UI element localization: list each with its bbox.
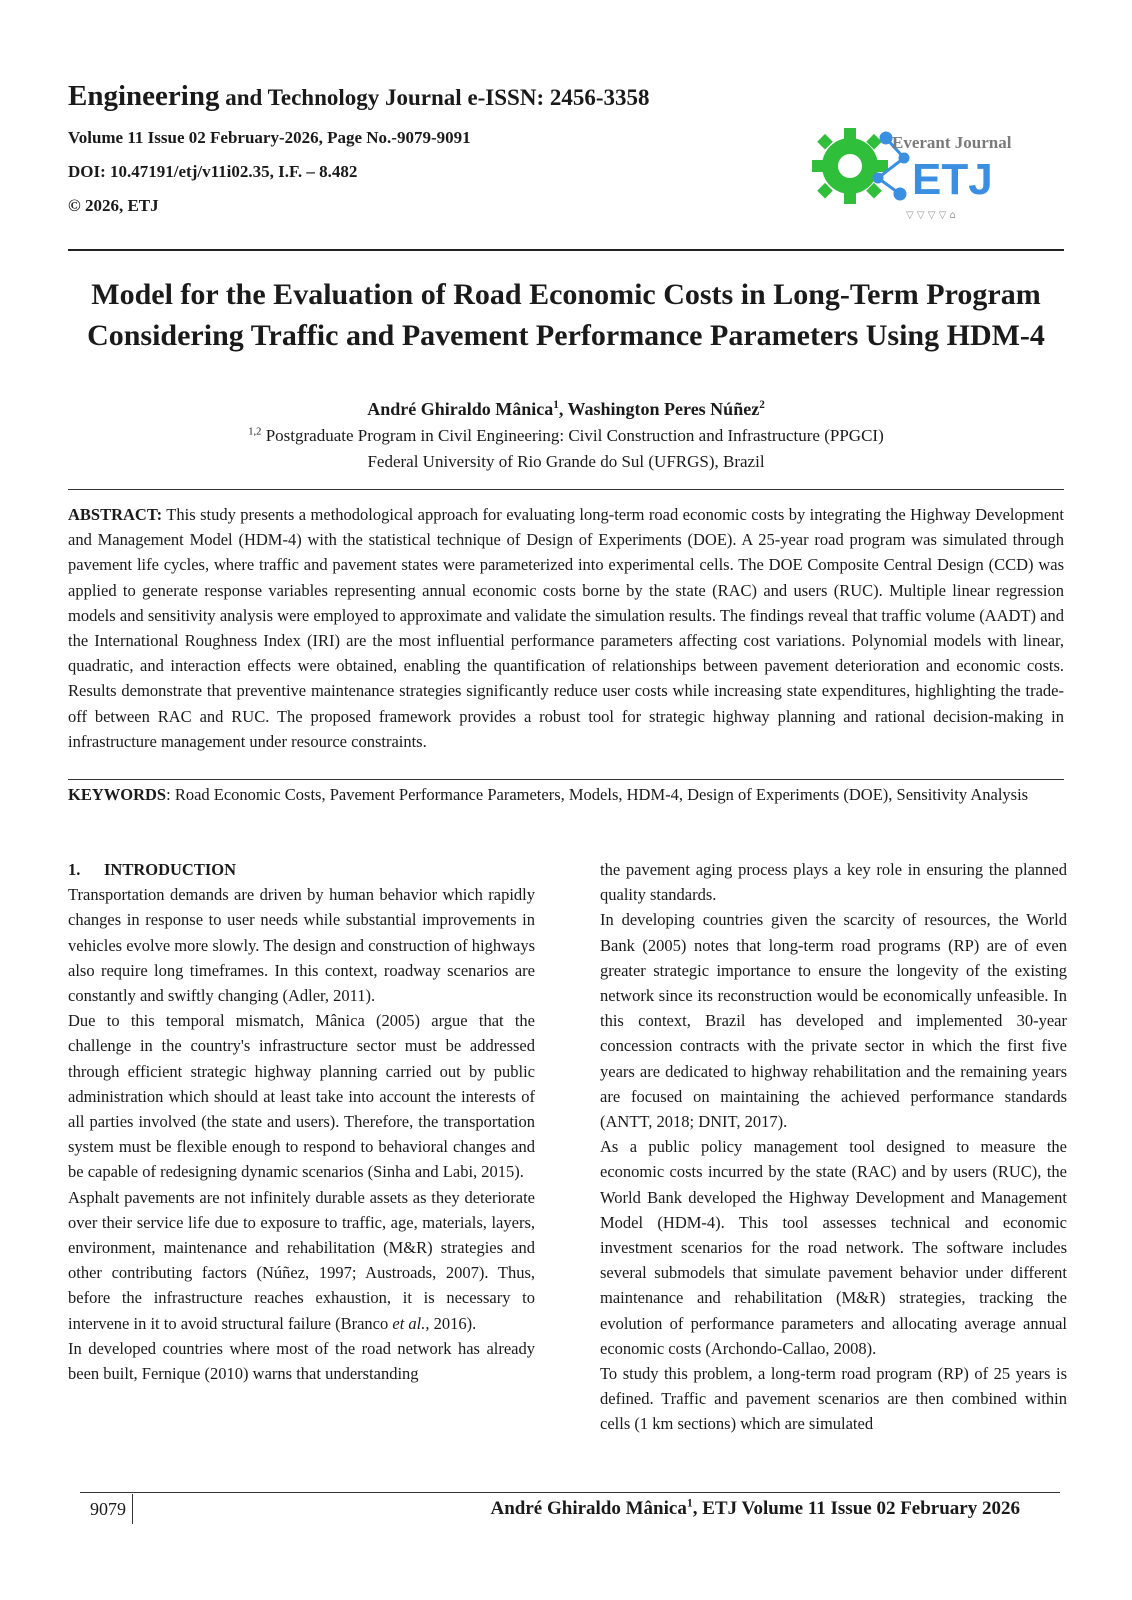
running-footer [491,1495,1021,1523]
journal-name-rest: and Technology Journal e-ISSN: 2456-3358 [219,85,650,110]
abstract-block [68,502,1064,754]
author-2-name: Washington Peres Núñez [567,399,760,419]
affiliation-program: Postgraduate Program in Civil Engineering: Civil Construction and Infrastructure (PPGCI) [261,426,884,445]
intro-paragraph-3-italic: et al., [392,1313,430,1333]
author-separator: , [558,399,568,419]
footer-author: André Ghiraldo Mânica [490,1498,687,1519]
intro-paragraph-2: Due to this temporal mismatch, Mânica (2005) argue that the challenge in the country's infrastructure sector must be addressed through efficient strategic highway planning carried out by public administration which should at least take into account the interests of all parties involved (the state and users). Therefore, the transportation system must be flexible enough to respond to behavioral changes and be capable of redesigning dynamic scenarios (Sinha and Labi, 2015). [68,1011,535,1182]
footer-author-mark: 1 [686,1496,693,1510]
section-title: INTRODUCTION [104,860,237,879]
intro-paragraph-3-text: Asphalt pavements are not infinitely durable assets as they deteriorate over their service life due to exposure to traffic, age, materials, layers, environment, maintenance and rehabilitation (M&R) strategies and other contributing factors (Núñez, 1997; Austroads, 2007). Thus, before the infrastructure reaches exhaustion, it is necessary to intervene in it to avoid structural failure (Branco [68,1187,535,1333]
intro-paragraph-3 [68,1185,535,1336]
abstract-label: ABSTRACT: [68,505,163,524]
journal-header [68,80,768,216]
abstract-top-divider [68,489,1064,490]
paper-title-line-1: Model for the Evaluation of Road Economic Costs in Long-Term Program [91,278,1041,311]
paper-title-line-2: Considering Traffic and Pavement Performance Parameters Using HDM-4 [87,319,1045,352]
logo-journal-text: Everant Journal [892,133,1012,152]
keywords-label: KEYWORDS [68,785,167,804]
affiliation-mark: 1,2 [248,426,262,438]
doi-line: DOI: 10.47191/etj/v11i02.35, I.F. – 8.482 [68,162,358,181]
author-list [40,397,1092,421]
intro-paragraph-4-continued: the pavement aging process plays a key role in ensuring the planned quality standards. [600,860,1067,905]
footer-divider [80,1492,1060,1493]
logo-etj-text: ETJ [912,155,993,204]
journal-logo [808,118,1018,226]
body-column-right [600,857,1067,1437]
affiliation-line-1 [40,424,1092,448]
abstract-text: This study presents a methodological approach for evaluating long-term road economic costs by integrating the Highway Development and Management Model (HDM-4) with the statistical technique of Design of Experiments (DOE). A 25-year road program was simulated through pavement life cycles, where traffic and pavement states were parameterized into experimental cells. The DOE Composite Central Design (CCD) was applied to generate response variables representing annual economic costs borne by the state (RAC) and users (RUC). Multiple linear regression models and sensitivity analysis were employed to approximate and validate the simulation results. The findings reveal that traffic volume (AADT) and the International Roughness Index (IRI) are the most influential performance parameters affecting cost variations. Polynomial models with linear, quadratic, and interaction effects were obtained, enabling the quantification of relationships between pavement deterioration and economic costs. Results demonstrate that preventive maintenance strategies significantly reduce user costs while increasing state expenditures, highlighting the trade-off between RAC and RUC. The proposed framework provides a robust tool for strategic highway planning and rational decision-making in infrastructure management under resource constraints. [68,505,1064,751]
intro-paragraph-1: Transportation demands are driven by human behavior which rapidly changes in response to user needs while substantial improvements in vehicles evolve more slowly. The design and construction of highways also require long timeframes. In this context, roadway scenarios are constantly and swiftly changing (Adler, 2011). [68,885,535,1006]
author-1-affil-mark: 1 [553,399,559,411]
footer-journal-ref: , ETJ Volume 11 Issue 02 February 2026 [692,1498,1020,1519]
author-1-name: André Ghiraldo Mânica [367,399,554,419]
section-number: 1. [68,860,81,879]
keywords-block [68,782,1064,807]
intro-paragraph-6: As a public policy management tool designed to measure the economic costs incurred by the state (RAC) and by users (RUC), the World Bank developed the Highway Development and Management Model (HDM-4). This tool assesses technical and economic investment scenarios for the road network. The software includes several submodels that simulate pavement behavior under different maintenance and rehabilitation (M&R) strategies, tracking the evolution of performance parameters and allocating average annual economic costs (Archondo-Callao, 2008). [600,1137,1067,1358]
intro-paragraph-3-end: 2016). [429,1313,477,1333]
keywords-divider [68,779,1064,780]
keywords-text: : Road Economic Costs, Pavement Performance Parameters, Models, HDM-4, Design of Experiments (DOE), Sensitivity Analysis [166,785,1029,804]
intro-paragraph-4: In developed countries where most of the road network has already been built, Fernique (2010) warns that understanding [68,1338,535,1384]
author-2-affil-mark: 2 [759,399,765,411]
journal-name-lead: Engineering [68,80,220,112]
header-divider [68,249,1064,251]
section-heading-introduction [68,857,535,882]
affiliation-line-2: Federal University of Rio Grande do Sul (UFRGS), Brazil [367,452,765,471]
volume-line: Volume 11 Issue 02 February-2026, Page No.-9079-9091 [68,128,471,147]
page-number: 9079 [90,1494,133,1524]
intro-paragraph-7: To study this problem, a long-term road program (RP) of 25 years is defined. Traffic and pavement scenarios are then combined within cells (1 km sections) which are simulated [600,1364,1067,1434]
body-column-left [68,857,535,1386]
logo-ornament: ▽ ▽ ▽ ▽ ⌂ [906,210,956,221]
intro-paragraph-5: In developing countries given the scarcity of resources, the World Bank (2005) notes that long-term road programs (RP) are of even greater strategic importance to ensure the longevity of the existing network since its reconstruction would be economically unfeasible. In this context, Brazil has developed and implemented 30-year concession contracts with the private sector in which the first five years are dedicated to highway rehabilitation and the remaining years are focused on maintaining the achieved performance standards (ANTT, 2018; DNIT, 2017). [600,910,1067,1132]
journal-name [68,80,768,114]
paper-title [40,274,1092,356]
etj-logo-icon [808,118,1018,226]
gear-icon [812,128,888,204]
copyright-line: © 2026, ETJ [68,196,159,215]
